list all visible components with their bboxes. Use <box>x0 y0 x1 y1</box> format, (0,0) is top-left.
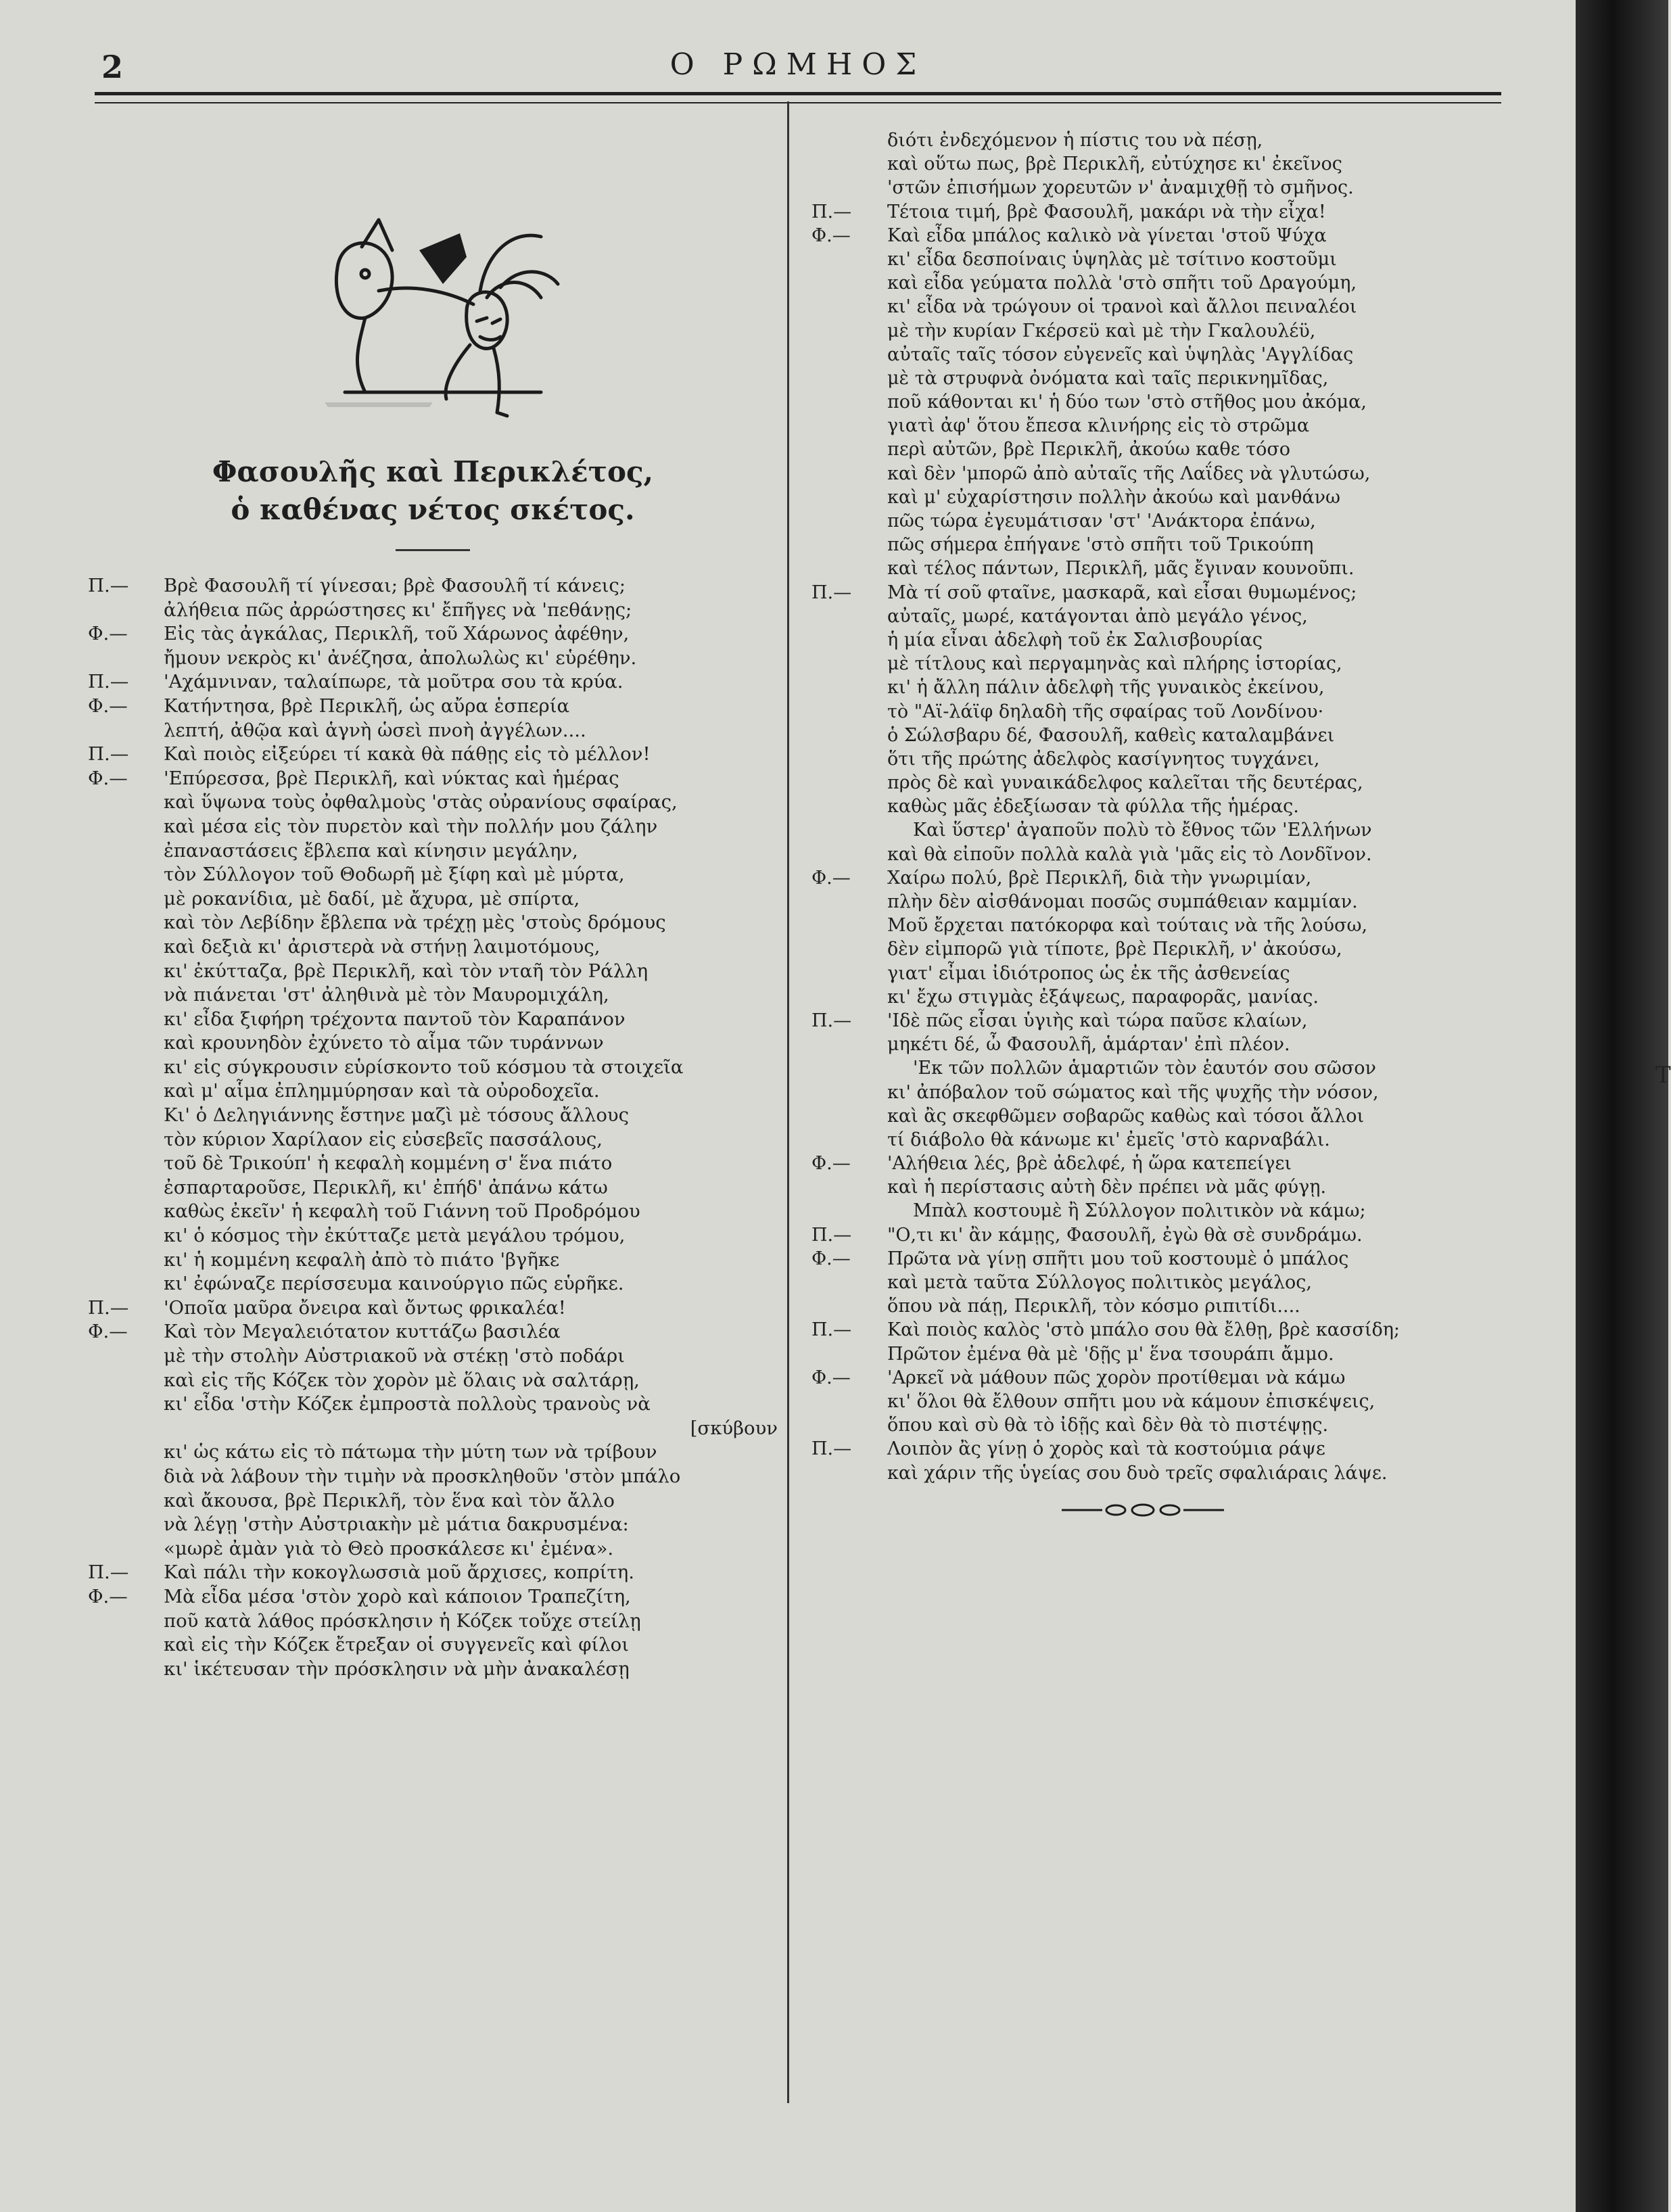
text-line <box>811 1104 1515 1128</box>
line-text: Βρὲ Φασουλῆ τί γίνεσαι; βρὲ Φασουλῆ τί κάνεις; <box>164 575 626 596</box>
line-text: καὶ δεξιὰ κι' ἀριστερὰ νὰ στήνῃ λαιμοτόμους, <box>164 935 601 958</box>
text-line <box>88 1657 778 1682</box>
text-line <box>88 1079 778 1104</box>
line-text: κι' ἀπόβαλον τοῦ σώματος καὶ τῆς ψυχῆς τὴν νόσον, <box>887 1081 1379 1103</box>
line-text: κι' εἶδα ξιφήρη τρέχοντα παντοῦ τὸν Καραπάνον <box>164 1008 626 1030</box>
line-text: κι' ὅλοι θὰ ἔλθουν σπῆτι μου νὰ κάμουν ἐπισκέψεις, <box>887 1390 1375 1412</box>
line-text: τοῦ δὲ Τρικούπ' ἡ κεφαλὴ κομμένη σ' ἕνα πιάτο <box>164 1152 613 1175</box>
text-line <box>811 1199 1515 1223</box>
line-text: ὅπου καὶ σὺ θὰ τὸ ἰδῇς καὶ δὲν θὰ τὸ πιστέψῃς. <box>887 1415 1329 1436</box>
text-line <box>811 152 1515 176</box>
text-line <box>88 1152 778 1176</box>
text-line <box>88 1440 778 1465</box>
line-text: κι' ἱκέτευσαν τὴν πρόσκλησιν νὰ μὴν ἀνακαλέσῃ <box>164 1657 630 1680</box>
line-text: ὅπου νὰ πάῃ, Περικλῆ, τὸν κόσμο ριπιτίδι.... <box>887 1296 1300 1317</box>
speaker-label: Π.— <box>88 1561 129 1584</box>
text-line <box>811 914 1515 937</box>
line-text: καὶ χάριν τῆς ὑγείας σου δυὸ τρεῖς σφαλιάραις λάψε. <box>887 1462 1388 1484</box>
text-line <box>88 1031 778 1056</box>
line-text: ἐπαναστάσεις ἔβλεπα καὶ κίνησιν μεγάλην, <box>164 839 578 862</box>
line-text: μὲ τὴν στολὴν Αὐστριακοῦ νὰ στέκῃ 'στὸ ποδάρι <box>164 1345 625 1367</box>
line-text: [σκύβουν <box>690 1417 778 1439</box>
title-divider <box>396 549 470 551</box>
speaker-label: Φ.— <box>88 1585 128 1607</box>
text-line <box>88 743 778 767</box>
line-text: καὶ οὕτω πως, βρὲ Περικλῆ, εὐτύχησε κι' ἐκεῖνος <box>887 154 1342 175</box>
text-line <box>88 887 778 912</box>
line-text: Κατήντησα, βρὲ Περικλῆ, ὡς αὔρα ἑσπερία <box>164 695 570 717</box>
line-text: 'Οποῖα μαῦρα ὄνειρα καὶ ὄντως φρικαλέα! <box>164 1296 566 1319</box>
line-text: ποῦ κατὰ λάθος πρόσκλησιν ἡ Κόζεκ τοὔχε στείλῃ <box>164 1609 641 1632</box>
line-text: νὰ λέγῃ 'στὴν Αὐστριακὴν μὲ μάτια δακρυσμένα: <box>164 1513 629 1536</box>
text-line <box>811 533 1515 557</box>
line-text: κι' ἐφώναζε περίσσευμα καινούργιο πῶς εὑρῆκε. <box>164 1273 624 1295</box>
text-line <box>811 1413 1515 1437</box>
speaker-label: Π.— <box>88 575 129 596</box>
speaker-label: Φ.— <box>88 623 128 645</box>
line-text: νὰ πιάνεται 'στ' ἀληθινὰ μὲ τὸν Μαυρομιχάλη, <box>164 984 609 1006</box>
text-line <box>811 128 1515 152</box>
column-divider <box>787 101 789 2103</box>
title-line: ὁ καθένας νέτος σκέτος. <box>231 493 635 526</box>
line-text: καθὼς μᾶς ἐδεξίωσαν τὰ φύλλα τῆς ἡμέρας. <box>887 796 1299 818</box>
line-text: ἐσπαρταροῦσε, Περικλῆ, κι' ἐπήδ' ἀπάνω κάτω <box>164 1176 608 1198</box>
speaker-label: Π.— <box>811 201 852 222</box>
line-text: γιατὶ ἀφ' ὅτου ἔπεσα κλινήρης εἰς τὸ στρῶμα <box>887 415 1310 437</box>
left-column <box>88 128 778 1681</box>
line-text: Μὰ τί σοῦ φταῖνε, μασκαρᾶ, καὶ εἶσαι θυμωμένος; <box>887 582 1357 603</box>
text-line <box>88 863 778 887</box>
text-line <box>88 1609 778 1634</box>
line-text: καὶ τέλος πάντων, Περικλῆ, μᾶς ἔγιναν κουνοῦπι. <box>887 558 1355 580</box>
text-line <box>88 1008 778 1032</box>
line-text: Καὶ τὸν Μεγαλειότατον κυττάζω βασιλέα <box>164 1321 561 1343</box>
text-line <box>811 652 1515 676</box>
text-line <box>88 1344 778 1369</box>
speaker-label: Π.— <box>811 1319 852 1341</box>
line-text: δὲν εἰμπορῶ γιὰ τίποτε, βρὲ Περικλῆ, ν' ἀκούσω, <box>887 939 1342 960</box>
right-text-block <box>811 128 1515 1485</box>
text-line <box>88 719 778 743</box>
speaker-label: Π.— <box>811 1224 852 1246</box>
text-line <box>811 724 1515 747</box>
line-text: γιατ' εἶμαι ἰδιότροπος ὡς ἐκ τῆς ἀσθενείας <box>887 962 1290 984</box>
text-line <box>88 1417 778 1441</box>
text-line <box>88 1489 778 1513</box>
line-text: μὲ τίτλους καὶ περγαμηνὰς καὶ πλήρης ἱστορίας, <box>887 653 1342 675</box>
line-text: καὶ μ' εὐχαρίστησιν πολλὴν ἀκούω καὶ μανθάνω <box>887 486 1341 508</box>
header-rule <box>95 92 1501 103</box>
text-line <box>811 367 1515 390</box>
line-text: κι' ἔχω στιγμὰς ἐξάψεως, παραφορᾶς, μανίας. <box>887 986 1319 1008</box>
line-text: καὶ μ' αἷμα ἐπλημμύρησαν καὶ τὰ οὐροδοχεῖα. <box>164 1080 600 1102</box>
line-text: κι' εἶδα δεσποίναις ὑψηλὰς μὲ τσίτινο κοστοῦμι <box>887 248 1337 270</box>
line-text: Καὶ ποιὸς εἰξεύρει τί κακὰ θὰ πάθῃς εἰς τὸ μέλλον! <box>164 743 651 766</box>
line-text: τὸ "Αϊ-λάϊφ δηλαδὴ τῆς σφαίρας τοῦ Λονδίνου· <box>887 701 1324 722</box>
speaker-label: Φ.— <box>88 1321 128 1343</box>
line-text: καὶ ἂς σκεφθῶμεν σοβαρῶς καθὼς καὶ τόσοι ἄλλοι <box>887 1105 1365 1127</box>
line-text: Τέτοια τιμή, βρὲ Φασουλῆ, μακάρι νὰ τὴν εἶχα! <box>887 201 1326 222</box>
speaker-label: Φ.— <box>811 1367 851 1388</box>
text-line <box>811 795 1515 818</box>
line-text: καὶ θὰ εἰποῦν πολλὰ καλὰ γιὰ 'μᾶς εἰς τὸ Λονδῖνον. <box>887 843 1372 865</box>
text-line <box>811 1366 1515 1390</box>
text-line <box>88 1104 778 1128</box>
text-line <box>811 818 1515 842</box>
speaker-label: Π.— <box>88 743 129 766</box>
text-line <box>811 1247 1515 1271</box>
text-line <box>88 1176 778 1200</box>
text-line <box>88 1224 778 1248</box>
text-line <box>88 1537 778 1561</box>
line-text: 'στῶν ἐπισήμων χορευτῶν ν' ἀναμιχθῇ τὸ σμῆνος. <box>887 177 1354 199</box>
speaker-label: Π.— <box>811 1010 852 1031</box>
line-text: ποῦ κάθονται κι' ἡ δύο των 'στὸ στῆθος μου ἀκόμα, <box>887 392 1367 413</box>
line-text: πῶς τώρα ἐγευμάτισαν 'στ' 'Ανάκτορα ἐπάνω, <box>887 511 1316 532</box>
text-line <box>811 866 1515 890</box>
text-line <box>811 1128 1515 1152</box>
text-line <box>88 1561 778 1585</box>
text-line <box>811 271 1515 295</box>
line-text: διότι ἐνδεχόμενον ἡ πίστις του νὰ πέσῃ, <box>887 130 1263 151</box>
text-line <box>811 1056 1515 1080</box>
line-text: καὶ τὸν Λεβίδην ἔβλεπα νὰ τρέχῃ μὲς 'στοὺς δρόμους <box>164 912 666 934</box>
text-line <box>88 695 778 719</box>
line-text: καὶ εἶδα γεύματα πολλὰ 'στὸ σπῆτι τοῦ Δραγούμη, <box>887 273 1357 294</box>
text-line <box>811 1152 1515 1175</box>
text-line <box>88 983 778 1008</box>
line-text: Πρῶτα νὰ γίνῃ σπῆτι μου τοῦ κοστουμὲ ὁ μπάλος <box>887 1248 1349 1269</box>
text-line <box>811 1223 1515 1247</box>
text-line <box>811 628 1515 652</box>
text-line <box>88 1296 778 1321</box>
text-line <box>88 1272 778 1296</box>
text-line <box>811 343 1515 367</box>
line-text: πρὸς δὲ καὶ γυναικάδελφος καλεῖται τῆς δευτέρας, <box>887 772 1363 794</box>
line-text: καὶ ὕψωνα τοὺς ὀφθαλμοὺς 'στὰς οὐρανίους σφαίρας, <box>164 791 678 814</box>
speaker-label: Π.— <box>811 582 852 603</box>
line-text: 'Ιδὲ πῶς εἶσαι ὑγιὴς καὶ τώρα παῦσε κλαίων, <box>887 1010 1308 1031</box>
text-line <box>811 176 1515 199</box>
line-text: Καὶ ποιὸς καλὸς 'στὸ μπάλο σου θὰ ἔλθῃ, βρὲ κασσίδη; <box>887 1319 1400 1341</box>
line-text: κι' εἶδα 'στὴν Κόζεκ ἐμπροστὰ πολλοὺς τρανοὺς νὰ <box>164 1393 651 1415</box>
text-line <box>88 1585 778 1609</box>
line-text: τὸν κύριον Χαρίλαον εἰς εὐσεβεῖς πασσάλους, <box>164 1128 603 1150</box>
line-text: διὰ νὰ λάβουν τὴν τιμὴν νὰ προσκληθοῦν 'στὸν μπάλο <box>164 1465 681 1487</box>
line-text: τί διάβολο θὰ κάνωμε κι' ἐμεῖς 'στὸ καρναβάλι. <box>887 1129 1330 1150</box>
text-line <box>88 1128 778 1152</box>
line-text: "Ο,τι κι' ἂν κάμῃς, Φασουλῆ, ἐγὼ θὰ σὲ συνδράμω. <box>887 1224 1363 1246</box>
text-line <box>811 438 1515 461</box>
text-line <box>88 767 778 791</box>
text-line <box>811 937 1515 961</box>
line-text: κι' ὡς κάτω εἰς τὸ πάτωμα τὴν μύτη των νὰ τρίβουν <box>164 1441 657 1463</box>
line-text: καθὼς ἐκεῖν' ἡ κεφαλὴ τοῦ Γιάννη τοῦ Προδρόμου <box>164 1200 640 1223</box>
text-line <box>88 670 778 695</box>
speaker-label: Π.— <box>88 1296 129 1319</box>
text-line <box>811 700 1515 724</box>
line-text: καὶ μετὰ ταῦτα Σύλλογος πολιτικὸς μεγάλος, <box>887 1272 1313 1293</box>
text-line <box>88 1056 778 1080</box>
line-text: μὲ ροκανίδια, μὲ δαδί, μὲ ἄχυρα, μὲ σπίρτα, <box>164 887 580 910</box>
title-line: Φασουλῆς καὶ Περικλέτος, <box>212 455 654 488</box>
text-line <box>88 1320 778 1344</box>
speaker-label: Φ.— <box>811 1153 851 1175</box>
line-text: Καὶ εἶδα μπάλος καλικὸ νὰ γίνεται 'στοῦ Ψύχα <box>887 225 1327 246</box>
edge-mark: Τ <box>1655 1062 1671 1089</box>
line-text: κι' ἡ ἄλλη πάλιν ἀδελφὴ τῆς γυναικὸς ἐκείνου, <box>887 677 1325 699</box>
text-line <box>88 791 778 815</box>
text-line <box>811 1033 1515 1056</box>
text-line <box>88 935 778 960</box>
line-text: Εἰς τὰς ἀγκάλας, Περικλῆ, τοῦ Χάρωνος ἀφέθην, <box>164 623 630 645</box>
speaker-label: Φ.— <box>811 1248 851 1269</box>
text-line <box>811 557 1515 580</box>
line-text: Κι' ὁ Δεληγιάννης ἔστηνε μαζὶ μὲ τόσους ἄλλους <box>164 1104 630 1127</box>
text-line <box>88 574 778 598</box>
text-line <box>811 390 1515 414</box>
masthead: Ο ΡΩΜΗΟΣ <box>669 47 926 82</box>
text-line <box>811 605 1515 628</box>
line-text: «μωρὲ ἀμὰν γιὰ τὸ Θεὸ προσκάλεσε κι' ἐμένα». <box>164 1537 614 1559</box>
text-line <box>811 295 1515 319</box>
line-text: καὶ ἡ περίστασις αὐτὴ δὲν πρέπει νὰ μᾶς φύγῃ. <box>887 1177 1327 1198</box>
text-line <box>811 1294 1515 1318</box>
line-text: κι' εἶδα νὰ τρώγουν οἱ τρανοὶ καὶ ἄλλοι πειναλέοι <box>887 296 1357 318</box>
text-line <box>88 1633 778 1657</box>
text-line <box>811 1175 1515 1199</box>
line-text: ἀλήθεια πῶς ἀρρώστησες κι' ἔπῆγες νὰ 'πεθάνῃς; <box>164 598 632 621</box>
text-line <box>811 1009 1515 1033</box>
article-title <box>88 453 778 529</box>
text-line <box>88 1369 778 1393</box>
text-line <box>811 962 1515 985</box>
text-line <box>88 646 778 671</box>
line-text: κι' ὁ κόσμος τὴν ἐκύτταζε μετὰ μεγάλου τρόμου, <box>164 1225 626 1247</box>
line-text: ὅτι τῆς πρώτης ἀδελφὸς κασίγνητος τυγχάνει, <box>887 748 1320 770</box>
left-text-block <box>88 574 778 1681</box>
text-line <box>811 843 1515 866</box>
text-line <box>88 1465 778 1489</box>
line-text: κι' ἡ κομμένη κεφαλὴ ἀπὸ τὸ πιάτο 'βγῆκε <box>164 1248 560 1271</box>
line-text: 'Αχάμνιναν, ταλαίπωρε, τὰ μοῦτρα σου τὰ κρύα. <box>164 671 623 693</box>
text-line <box>88 815 778 839</box>
line-text: 'Αρκεῖ νὰ μάθουν πῶς χορὸν προτίθεμαι νὰ κάμω <box>887 1367 1346 1388</box>
right-column <box>811 128 1515 1520</box>
text-line <box>811 581 1515 605</box>
text-line <box>88 839 778 864</box>
text-line <box>811 414 1515 438</box>
line-text: περὶ αὐτῶν, βρὲ Περικλῆ, ἀκούω καθε τόσο <box>887 439 1291 461</box>
text-line <box>811 1390 1515 1413</box>
text-line <box>811 486 1515 509</box>
line-text: Καὶ ὕστερ' ἀγαποῦν πολὺ τὸ ἔθνος τῶν 'Ελλήνων <box>913 820 1372 841</box>
line-text: 'Εκ τῶν πολλῶν ἁμαρτιῶν τὸν ἑαυτόν σου σῶσον <box>913 1058 1376 1079</box>
text-line <box>88 1513 778 1537</box>
speaker-label: Φ.— <box>88 767 128 789</box>
text-line <box>811 224 1515 248</box>
line-text: ὁ Σώλσβαρυ δέ, Φασουλῆ, καθεὶς καταλαμβάνει <box>887 724 1335 746</box>
text-line <box>88 1200 778 1224</box>
line-text: κι' ἐκύτταζα, βρὲ Περικλῆ, καὶ τὸν νταῆ τὸν Ράλλη <box>164 960 649 982</box>
page-number: 2 <box>101 49 124 85</box>
text-line <box>811 676 1515 699</box>
line-text: καὶ εἰς τὴν Κόζεκ ἔτρεξαν οἱ συγγενεῖς καὶ φίλοι <box>164 1634 630 1656</box>
book-binding <box>1576 0 1668 2212</box>
text-line <box>811 1081 1515 1104</box>
line-text: ἡ μία εἶναι ἀδελφὴ τοῦ ἐκ Σαλισβουρίας <box>887 629 1263 651</box>
text-line <box>88 960 778 984</box>
text-line <box>88 598 778 623</box>
line-text: καὶ κρουνηδὸν ἐχύνετο τὸ αἷμα τῶν τυράννων <box>164 1032 604 1054</box>
line-text: κι' εἰς σύγκρουσιν εὑρίσκοντο τοῦ κόσμου τὰ στοιχεῖα <box>164 1056 684 1078</box>
text-line <box>811 1318 1515 1342</box>
text-line <box>811 509 1515 533</box>
speaker-label: Π.— <box>88 671 129 693</box>
line-text: αὐταῖς ταῖς τόσον εὐγενεῖς καὶ ὑψηλὰς 'Αγγλίδας <box>887 344 1354 365</box>
end-ornament <box>1055 1500 1231 1520</box>
line-text: Χαίρω πολύ, βρὲ Περικλῆ, διὰ τὴν γνωριμίαν, <box>887 867 1312 889</box>
line-text: Μπὰλ κοστουμὲ ἢ Σύλλογον πολιτικὸν νὰ κάμω; <box>913 1200 1366 1222</box>
text-line <box>88 622 778 646</box>
line-text: Λοιπὸν ἂς γίνῃ ὁ χορὸς καὶ τὰ κοστούμια ράψε <box>887 1438 1325 1460</box>
line-text: Καὶ πάλι τὴν κοκογλωσσιὰ μοῦ ἄρχισες, κοπρίτη. <box>164 1561 634 1584</box>
line-text: καὶ εἰς τῆς Κόζεκ τὸν χορὸν μὲ ὅλαις νὰ σαλτάρῃ, <box>164 1369 640 1391</box>
cartoon-illustration <box>298 210 568 433</box>
line-text: ἤμουν νεκρὸς κι' ἀνέζησα, ἀπολωλὼς κι' εὑρέθην. <box>164 646 637 669</box>
text-line <box>811 462 1515 486</box>
line-text: πῶς σήμερα ἐπήγανε 'στὸ σπῆτι τοῦ Τρικούπη <box>887 534 1314 556</box>
text-line <box>811 1342 1515 1366</box>
line-text: 'Αλήθεια λές, βρὲ ἀδελφέ, ἡ ὥρα κατεπείγει <box>887 1153 1292 1175</box>
text-line <box>88 1248 778 1273</box>
page-header <box>95 41 1501 95</box>
line-text: καὶ μέσα εἰς τὸν πυρετὸν καὶ τὴν πολλήν μου ζάλην <box>164 815 658 837</box>
text-line <box>811 319 1515 343</box>
text-line <box>811 1271 1515 1294</box>
text-line <box>88 911 778 935</box>
text-line <box>811 1461 1515 1485</box>
text-line <box>811 771 1515 795</box>
line-text: Μοῦ ἔρχεται πατόκορφα καὶ τούταις νὰ τῆς λούσω, <box>887 915 1368 937</box>
line-text: 'Επύρεσσα, βρὲ Περικλῆ, καὶ νύκτας καὶ ἡμέρας <box>164 767 619 789</box>
line-text: καὶ ἄκουσα, βρὲ Περικλῆ, τὸν ἕνα καὶ τὸν ἄλλο <box>164 1489 615 1511</box>
speaker-label: Φ.— <box>811 225 851 246</box>
text-line <box>811 1437 1515 1461</box>
text-line <box>811 248 1515 271</box>
text-line <box>811 747 1515 771</box>
speaker-label: Φ.— <box>88 695 128 717</box>
line-text: μὲ τὰ στρυφνὰ ὀνόματα καὶ ταῖς περικνημῖδας, <box>887 367 1329 389</box>
line-text: τὸν Σύλλογον τοῦ Θοδωρῆ μὲ ξίφη καὶ μὲ μύρτα, <box>164 864 625 886</box>
line-text: αὐταῖς, μωρέ, κατάγονται ἀπὸ μεγάλο γένος, <box>887 605 1308 627</box>
line-text: καὶ δὲν 'μπορῶ ἀπὸ αὐταῖς τῆς Λαΐδες νὰ γλυτώσω, <box>887 463 1371 484</box>
text-line <box>811 200 1515 224</box>
speaker-label: Φ.— <box>811 867 851 889</box>
line-text: Πρῶτον ἐμένα θὰ μὲ 'δῇς μ' ἕνα τσουράπι ἄμμο. <box>887 1343 1334 1365</box>
speaker-label: Π.— <box>811 1438 852 1460</box>
line-text: μὲ τὴν κυρίαν Γκέρσεϋ καὶ μὲ τὴν Γκαλουλέϋ, <box>887 320 1316 342</box>
line-text: Μὰ εἶδα μέσα 'στὸν χορὸ καὶ κάποιον Τραπεζίτη, <box>164 1585 631 1607</box>
text-line <box>88 1392 778 1417</box>
line-text: λεπτή, ἀθῷα καὶ ἁγνὴ ὡσεὶ πνοὴ ἀγγέλων.... <box>164 719 586 741</box>
text-line <box>811 890 1515 914</box>
line-text: μηκέτι δέ, ὦ Φασουλῆ, ἁμάρταν' ἐπὶ πλέον. <box>887 1034 1290 1056</box>
line-text: πλὴν δὲν αἰσθάνομαι ποσῶς συμπάθειαν καμμίαν. <box>887 891 1358 912</box>
text-line <box>811 985 1515 1009</box>
